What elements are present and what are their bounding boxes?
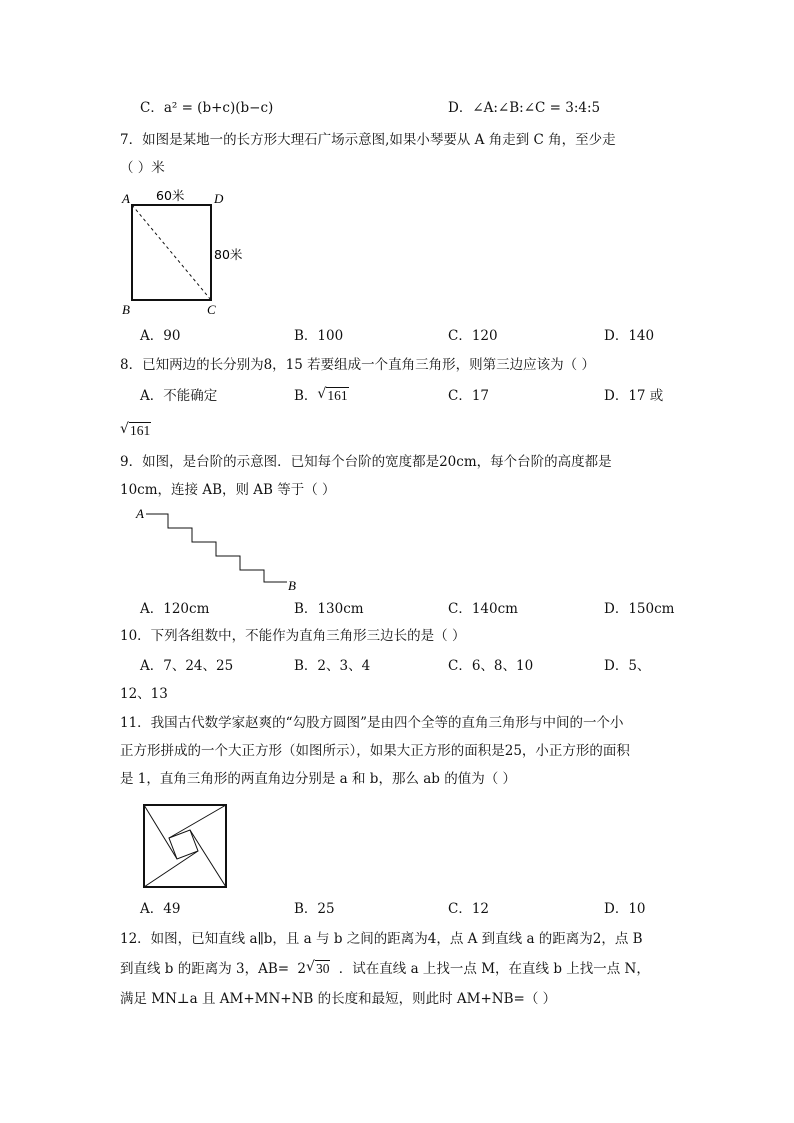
q7-option-b: B．100 — [294, 328, 344, 344]
q7-option-d: D．140 — [604, 328, 655, 344]
q12-line2-post: ．试在直线 a 上找一点 M，在直线 b 上找一点 N， — [338, 961, 650, 977]
q11-stem-line2: 正方形拼成的一个大正方形（如图所示），如果大正方形的面积是25，小正方形的面积 — [120, 743, 630, 759]
q11-option-a: A．49 — [140, 901, 181, 917]
triangle-side-3 — [190, 830, 226, 887]
label-top-length: 60米 — [156, 188, 185, 203]
q7-option-a: A．90 — [140, 328, 181, 344]
q12-stem-line1: 12．如图，已知直线 a∥b，且 a 与 b 之间的距离为4，点 A 到直线 a 的距离为2，点 B — [120, 931, 643, 947]
q11-zhao-shuang-figure — [140, 801, 230, 891]
q8-option-b — [294, 386, 349, 406]
q9-staircase-figure — [132, 504, 322, 594]
diagonal-ac — [132, 205, 211, 300]
q11-option-b: B．25 — [294, 901, 335, 917]
label-b: B — [122, 302, 130, 316]
q11-stem-line1: 11．我国古代数学家赵爽的“勾股方圆图”是由四个全等的直角三角形与中间的一个小 — [120, 715, 624, 731]
label-c: C — [207, 302, 216, 316]
q8-stem: 8．已知两边的长分别为8，15 若要组成一个直角三角形，则第三边应该为（ ） — [120, 357, 595, 373]
label-right-length: 80米 — [214, 247, 243, 262]
q11-option-c: C．12 — [448, 901, 490, 917]
q6-option-d: D．∠A:∠B:∠C = 3:4:5 — [448, 100, 601, 116]
q8-option-d: D．17 或 — [604, 388, 664, 404]
q7-option-c: C．120 — [448, 328, 498, 344]
q8-option-a: A．不能确定 — [140, 388, 218, 404]
q10-option-d-wrap: 12、13 — [120, 686, 168, 702]
q12-stem-line2 — [120, 959, 650, 979]
label-b: B — [288, 578, 296, 593]
q10-option-a: A．7、24、25 — [140, 658, 234, 674]
triangle-side-1 — [144, 805, 177, 859]
q8-option-b-sqrt: √ 161 — [317, 386, 348, 403]
q7-stem-line2: （ ）米 — [120, 160, 165, 176]
q8-option-d-sqrt: √ 161 — [120, 421, 151, 438]
q9-option-b: B．130cm — [294, 601, 364, 617]
label-d: D — [214, 191, 224, 206]
outer-square — [144, 805, 226, 887]
q10-option-c: C．6、8、10 — [448, 658, 534, 674]
q9-option-c: C．140cm — [448, 601, 518, 617]
q7-stem-line1: 7．如图是某地一的长方形大理石广场示意图,如果小琴要从 A 角走到 C 角，至少走 — [120, 132, 616, 148]
q6-option-c: C．a² = (b+c)(b−c) — [140, 100, 274, 116]
q12-ab-value: 2 √ 30 — [297, 959, 330, 977]
q8-option-b-letter: B． — [294, 388, 318, 404]
inner-square — [169, 830, 198, 859]
q10-stem: 10．下列各组数中，不能作为直角三角形三边长的是（ ） — [120, 628, 466, 644]
q10-option-b: B．2、3、4 — [294, 658, 371, 674]
q9-option-d: D．150cm — [604, 601, 675, 617]
triangle-side-4 — [144, 851, 198, 887]
q10-option-d: D．5、 — [604, 658, 651, 674]
staircase-path — [146, 514, 287, 582]
q7-rectangle-figure — [116, 186, 266, 316]
q9-stem-line2: 10cm，连接 AB，则 AB 等于（ ） — [120, 482, 336, 498]
label-a: A — [136, 506, 144, 521]
q12-stem-line3: 满足 MN⊥a 且 AM+MN+NB 的长度和最短，则此时 AM+NB=（ ） — [120, 991, 557, 1007]
q12-line2-pre: 到直线 b 的距离为 3，AB= — [120, 961, 290, 977]
triangle-side-2 — [169, 805, 226, 838]
q8-option-d-wrap — [120, 421, 151, 441]
label-a: A — [122, 191, 130, 206]
q11-option-d: D．10 — [604, 901, 646, 917]
q8-option-c: C．17 — [448, 388, 490, 404]
q9-stem-line1: 9．如图，是台阶的示意图．已知每个台阶的宽度都是20cm，每个台阶的高度都是 — [120, 454, 612, 470]
q11-stem-line3: 是 1，直角三角形的两直角边分别是 a 和 b，那么 ab 的值为（ ） — [120, 771, 517, 787]
q9-option-a: A．120cm — [140, 601, 210, 617]
